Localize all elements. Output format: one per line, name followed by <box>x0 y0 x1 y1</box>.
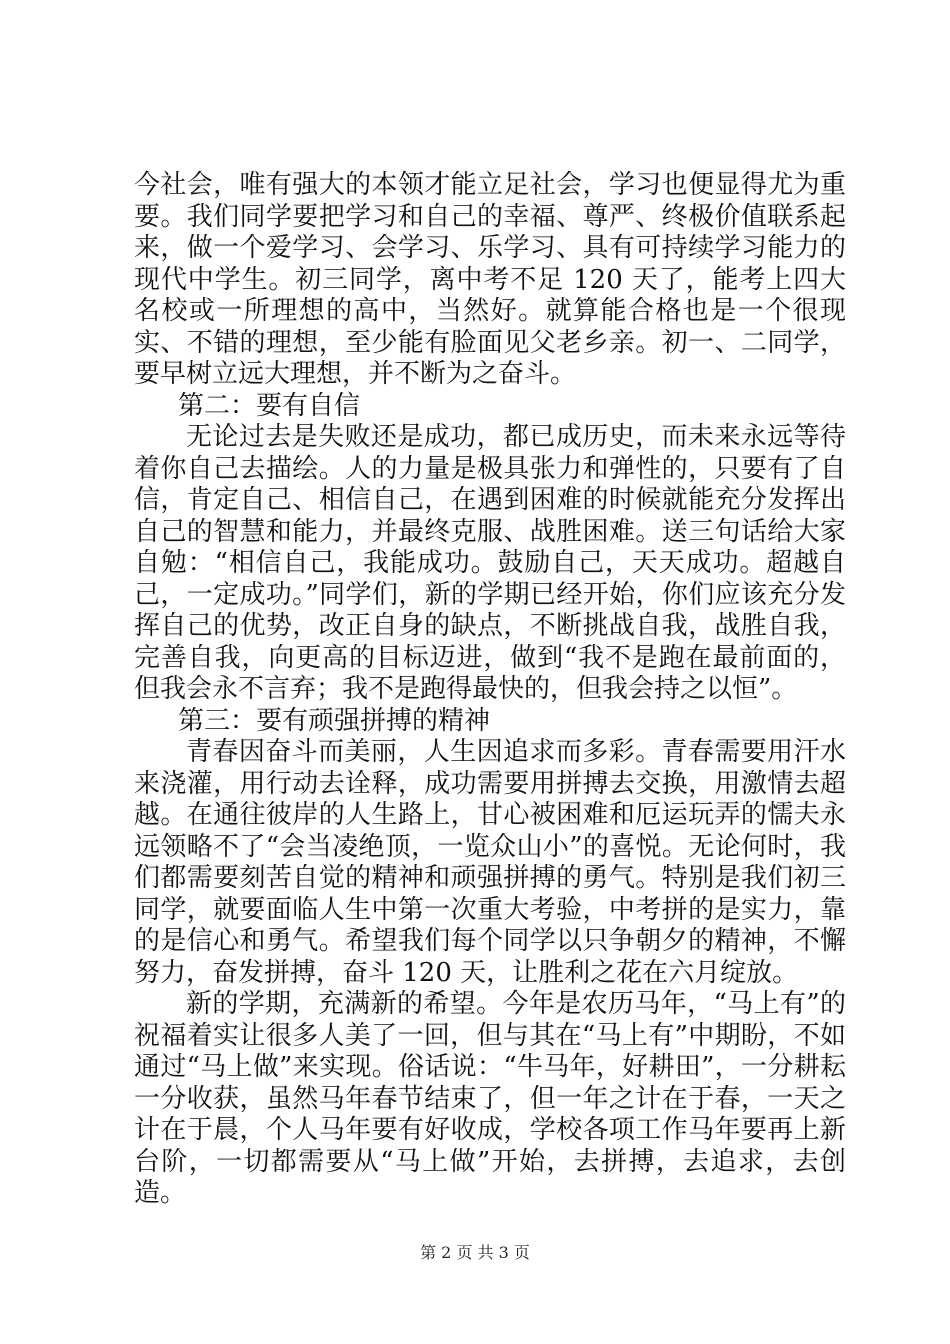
section-heading-perseverance: 第三：要有顽强拼搏的精神 <box>178 705 491 736</box>
paragraph-new-term: 新的学期，充满新的希望。今年是农历马年，“马上有”的祝福着实让很多人美了一回，但与其在“马上有”中期盼，不如通过“马上做”来实现。俗话说：“牛马年，好耕田”，一分耕耘一分收获，虽然马年春节结束了，但一年之计在于春，一天之计在于晨，个人马年要有好收成，学校各项工作马年要再上新台阶，一切都需要从“马上做”开始，去拼搏，去追求，去创造。 <box>134 989 846 1208</box>
document-body <box>134 170 846 1210</box>
paragraph-intro: 今社会，唯有强大的本领才能立足社会，学习也便显得尤为重要。我们同学要把学习和自己的幸福、尊严、终极价值联系起来，做一个爱学习、会学习、乐学习、具有可持续学习能力的现代中学生。初三同学，离中考不足 120 天了，能考上四大名校或一所理想的高中，当然好。就算能合格也是一个很现实、不错的理想，至少能有脸面见父老乡亲。初一、二同学，要早树立远大理想，并不断为之奋斗。 <box>134 170 846 389</box>
page-number-footer: 第 2 页 共 3 页 <box>420 1243 530 1262</box>
section-heading-confidence: 第二：要有自信 <box>178 390 361 421</box>
paragraph-perseverance: 青春因奋斗而美丽，人生因追求而多彩。青春需要用汗水来浇灌，用行动去诠释，成功需要用拼搏去交换，用激情去超越。在通往彼岸的人生路上，甘心被困难和厄运玩弄的懦夫永远领略不了“会当凌绝顶，一览众山小”的喜悦。无论何时，我们都需要刻苦自觉的精神和顽强拼搏的勇气。特别是我们初三同学，就要面临人生中第一次重大考验，中考拼的是实力，靠的是信心和勇气。希望我们每个同学以只争朝夕的精神，不懈努力，奋发拼搏，奋斗 120 天，让胜利之花在六月绽放。 <box>134 737 846 988</box>
paragraph-confidence: 无论过去是失败还是成功，都已成历史，而未来永远等待着你自己去描绘。人的力量是极具张力和弹性的，只要有了自信，肯定自己、相信自己，在遇到困难的时候就能充分发挥出自己的智慧和能力，并最终克服、战胜困难。送三句话给大家自勉：“相信自己，我能成功。鼓励自己，天天成功。超越自己，一定成功。”同学们，新的学期已经开始，你们应该充分发挥自己的优势，改正自身的缺点，不断挑战自我，战胜自我，完善自我，向更高的目标迈进，做到“我不是跑在最前面的，但我会永不言弃；我不是跑得最快的，但我会持之以恒”。 <box>134 422 846 704</box>
